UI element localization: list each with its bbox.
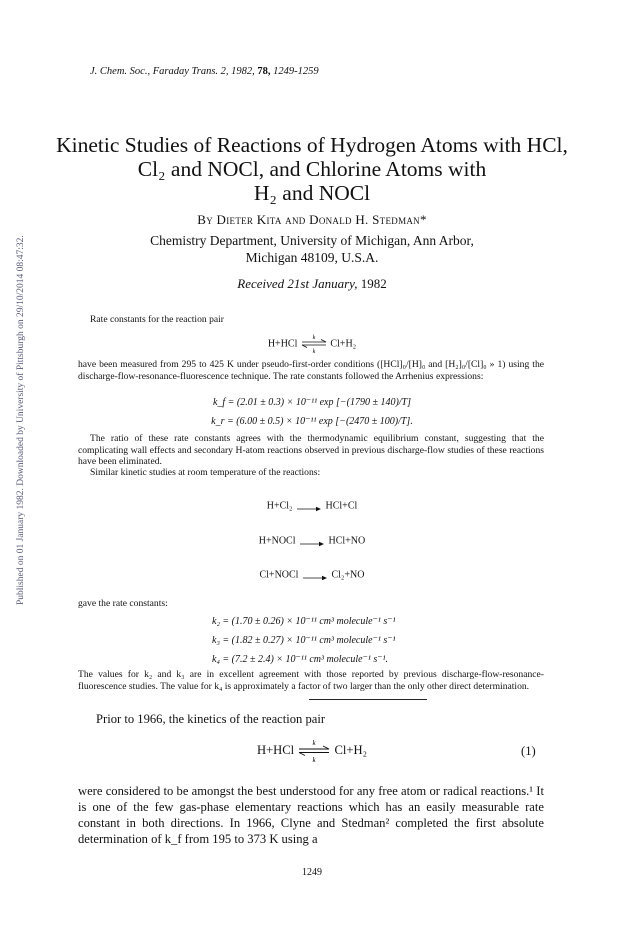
title-line-1: Kinetic Studies of Reactions of Hydrogen Atoms with HCl, xyxy=(56,133,568,157)
abstract-equation-1 xyxy=(0,333,624,355)
abstract-paragraph-4: Similar kinetic studies at room temperature of the reactions: xyxy=(90,467,321,478)
reaction-4 xyxy=(0,568,624,582)
equilibrium-arrow-icon xyxy=(297,738,331,764)
title-line-2: Cl₂ and NOCl, and Chlorine Atoms with xyxy=(137,157,487,181)
svg-text:k: k xyxy=(312,756,316,764)
eq1-right: Cl+H₂ xyxy=(330,338,357,350)
arrhenius-kf: k_f = (2.01 ± 0.3) × 10⁻¹¹ exp [−(1790 ± 140)/T] xyxy=(212,397,412,408)
r3-right: HCl+NO xyxy=(328,535,366,547)
section-divider xyxy=(309,699,427,700)
affiliation-line-1: Chemistry Department, University of Michigan, Ann Arbor, xyxy=(150,233,474,248)
svg-text:k: k xyxy=(312,349,316,355)
forward-arrow-icon xyxy=(298,534,326,548)
eq-right: Cl+H₂ xyxy=(334,742,367,757)
received-day: 21st January, xyxy=(287,276,358,291)
affiliation-line-2: Michigan 48109, U.S.A. xyxy=(245,250,379,265)
r4-left: Cl+NOCl xyxy=(259,569,299,581)
abstract-paragraph-2: have been measured from 295 to 425 K under pseudo-first-order conditions ([HCl]₀/[H]₀ and [H₂]₀/[Cl]₀ » 1) using the discharge-flow-resonance-fluorescence technique. The rate constants followed the Arrhenius expressions: xyxy=(78,359,544,382)
svg-text:k: k xyxy=(312,739,316,747)
page-number: 1249 xyxy=(302,867,322,878)
r4-right: Cl₂+NO xyxy=(331,569,365,581)
download-note: Published on 01 January 1982. Downloaded by University of Pittsburgh on 29/10/2014 08:47:32. xyxy=(16,235,26,605)
journal-name: J. Chem. Soc., Faraday Trans. 2, xyxy=(90,66,229,77)
reaction-3 xyxy=(0,534,624,548)
abstract-intro-text: Rate constants for the reaction pair xyxy=(90,314,224,325)
body-paragraph-1: Prior to 1966, the kinetics of the reaction pair xyxy=(96,712,326,726)
r3-left: H+NOCl xyxy=(258,535,296,547)
eq-left: H+HCl xyxy=(256,742,295,757)
journal-citation xyxy=(90,66,319,77)
affiliation xyxy=(0,232,624,266)
rate-constant-k2: k₂ = (1.70 ± 0.26) × 10⁻¹¹ cm³ molecule⁻¹ s⁻¹ xyxy=(212,616,396,627)
reaction-2 xyxy=(0,499,624,513)
equilibrium-arrow-icon xyxy=(300,333,328,355)
journal-pages: 1249-1259 xyxy=(270,66,319,77)
r2-right: HCl+Cl xyxy=(325,500,358,512)
eq1-left: H+HCl xyxy=(267,338,298,350)
equation-number: (1) xyxy=(521,744,536,758)
svg-text:k: k xyxy=(312,335,316,341)
abstract-paragraph-3: The ratio of these rate constants agrees with the thermodynamic equilibrium constant, suggesting that the complicating wall effects and secondary H-atom reactions observed in previous discharge-flow studies of these reactions have been eliminated. xyxy=(78,433,544,468)
abstract-intro xyxy=(78,314,544,326)
abstract-paragraph-6: The values for k₂ and k₃ are in excellent agreement with those reported by previous discharge-flow-resonance-fluorescence studies. The value for k₄ is approximately a factor of two larger than the only other direct determination. xyxy=(78,669,544,692)
arrhenius-kr: k_r = (6.00 ± 0.5) × 10⁻¹¹ exp [−(2470 ± 100)/T]. xyxy=(211,416,413,427)
journal-volume: 78, xyxy=(257,66,271,77)
forward-arrow-icon xyxy=(295,499,323,513)
r2-left: H+Cl₂ xyxy=(266,500,293,512)
paper-title xyxy=(0,133,624,205)
received-year: 1982 xyxy=(357,276,387,291)
rate-constant-k4: k₄ = (7.2 ± 2.4) × 10⁻¹¹ cm³ molecule⁻¹ s⁻¹. xyxy=(212,654,389,665)
abstract-paragraph-5: gave the rate constants: xyxy=(78,598,168,609)
title-line-3: H₂ and NOCl xyxy=(253,181,371,205)
forward-arrow-icon xyxy=(301,568,329,582)
body-paragraph-2: were considered to be amongst the best understood for any free atom or radical reactions.¹ It is one of the few gas-phase elementary reactions which has an easily measurable rate constant in both directions. In 1966, Clyne and Stedman² completed the first absolute determination of k_f from 195 to 373 K using a xyxy=(78,784,544,846)
rate-constant-k3: k₃ = (1.82 ± 0.27) × 10⁻¹¹ cm³ molecule⁻¹ s⁻¹ xyxy=(212,635,396,646)
authors: By Dieter Kita and Donald H. Stedman* xyxy=(197,212,427,227)
received-date xyxy=(0,276,624,292)
received-label: Received xyxy=(237,276,285,291)
journal-year: 1982, xyxy=(228,66,258,77)
